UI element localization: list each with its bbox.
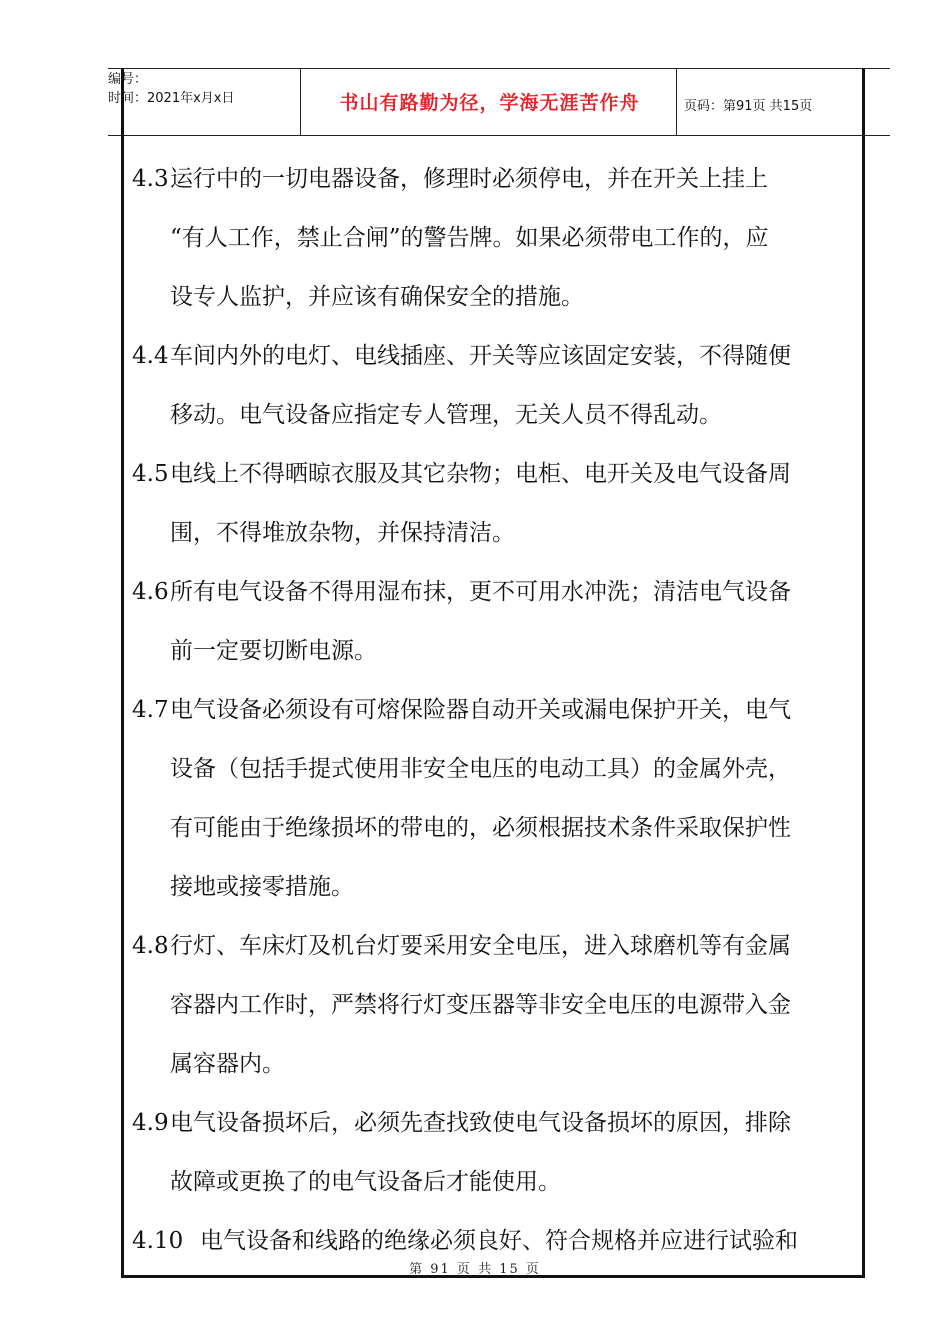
clause-text: 电气设备损坏后，必须先查找致使电气设备损坏的原因，排除	[170, 1110, 791, 1136]
clause-text: 设备（包括手提式使用非安全电压的电动工具）的金属外壳，	[170, 756, 791, 782]
clause-item	[132, 917, 862, 1094]
clause-item	[132, 563, 862, 681]
header-page-info: 页码：第91页 共15页	[684, 99, 813, 114]
clause-number: 4.3	[132, 166, 169, 192]
clause-number: 4.8	[132, 933, 169, 959]
clause-continuation-line	[132, 1153, 862, 1212]
document-body	[132, 150, 862, 1271]
clause-continuation-line	[132, 386, 862, 445]
clause-first-line	[132, 150, 862, 209]
clause-first-line	[132, 917, 862, 976]
clause-first-line	[132, 563, 862, 622]
clause-number: 4.9	[132, 1110, 169, 1136]
clause-continuation-line	[132, 268, 862, 327]
clause-continuation-line	[132, 858, 862, 917]
clause-item	[132, 681, 862, 917]
clause-number: 4.5	[132, 461, 169, 487]
clause-continuation-line	[132, 504, 862, 563]
clause-continuation-line	[132, 209, 862, 268]
clause-text: 容器内工作时，严禁将行灯变压器等非安全电压的电源带入金	[170, 992, 791, 1018]
clause-continuation-line	[132, 976, 862, 1035]
clause-text: 前一定要切断电源。	[170, 638, 377, 664]
clause-continuation-line	[132, 740, 862, 799]
clause-item	[132, 150, 862, 327]
clause-first-line	[132, 445, 862, 504]
clause-text: “有人工作，禁止合闸”的警告牌。如果必须带电工作的，应	[170, 225, 769, 251]
clause-text: 故障或更换了的电气设备后才能使用。	[170, 1169, 561, 1195]
clause-text: 属容器内。	[170, 1051, 285, 1077]
time-label: 时间：2021年x月x日	[108, 91, 235, 106]
number-label: 编号：	[108, 72, 148, 87]
header-motto: 书山有路勤为径，学海无涯苦作舟	[339, 92, 640, 114]
clause-number: 4.6	[132, 579, 169, 605]
clause-number: 4.4	[132, 343, 169, 369]
clause-text: 车间内外的电灯、电线插座、开关等应该固定安装，不得随便	[170, 343, 791, 369]
clause-text: 行灯、车床灯及机台灯要采用安全电压，进入球磨机等有金属	[170, 933, 791, 959]
clause-text: 所有电气设备不得用湿布抹，更不可用水冲洗；清洁电气设备	[170, 579, 791, 605]
clause-first-line	[132, 681, 862, 740]
clause-continuation-line	[132, 622, 862, 681]
clause-first-line	[132, 1094, 862, 1153]
clause-text: 电气设备和线路的绝缘必须良好、符合规格并应进行试验和	[200, 1228, 798, 1254]
clause-continuation-line	[132, 1035, 862, 1094]
clause-text: 设专人监护，并应该有确保安全的措施。	[170, 284, 584, 310]
clause-text: 移动。电气设备应指定专人管理，无关人员不得乱动。	[170, 402, 722, 428]
clause-item	[132, 327, 862, 445]
clause-text: 运行中的一切电器设备，修理时必须停电，并在开关上挂上	[170, 166, 768, 192]
clause-text: 接地或接零措施。	[170, 874, 354, 900]
page-footer: 第 91 页 共 15 页	[409, 1262, 541, 1277]
clause-item	[132, 445, 862, 563]
clause-first-line	[132, 327, 862, 386]
clause-number: 4.10	[132, 1228, 184, 1254]
clause-number: 4.7	[132, 697, 169, 723]
clause-text: 电线上不得晒晾衣服及其它杂物；电柜、电开关及电气设备周	[170, 461, 791, 487]
clause-text: 有可能由于绝缘损坏的带电的，必须根据技术条件采取保护性	[170, 815, 791, 841]
clause-continuation-line	[132, 799, 862, 858]
clause-item	[132, 1094, 862, 1212]
clause-text: 围，不得堆放杂物，并保持清洁。	[170, 520, 515, 546]
clause-text: 电气设备必须设有可熔保险器自动开关或漏电保护开关，电气	[170, 697, 791, 723]
